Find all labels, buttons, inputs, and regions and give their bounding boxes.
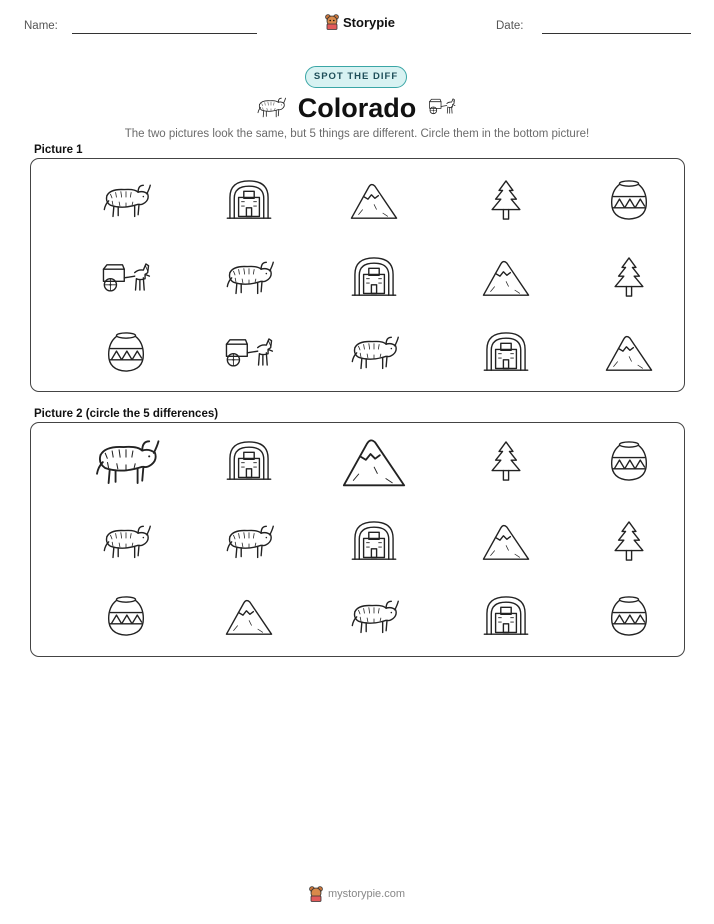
- pot-icon[interactable]: [603, 593, 655, 639]
- bear-logo-icon: [325, 14, 339, 30]
- mountain-icon[interactable]: [339, 432, 409, 490]
- mountain-icon: [603, 329, 655, 375]
- yak-icon: [223, 254, 275, 300]
- mountain-icon[interactable]: [480, 518, 532, 564]
- mountain-icon: [480, 254, 532, 300]
- instruction-text: The two pictures look the same, but 5 things are different. Circle them in the bottom picture!: [124, 128, 590, 140]
- date-label: Date:: [496, 20, 524, 32]
- footer: [0, 886, 714, 902]
- pot-icon[interactable]: [603, 438, 655, 484]
- footer-url[interactable]: mystorypie.com: [327, 888, 406, 900]
- yak-icon: [348, 329, 400, 375]
- brand-name: Storypie: [343, 14, 396, 30]
- pine-tree-icon: [603, 254, 655, 300]
- yak-icon[interactable]: [348, 593, 400, 639]
- adobe-arch-icon[interactable]: [223, 438, 275, 484]
- wagon-icon: [223, 329, 275, 375]
- page-title: Colorado: [297, 93, 417, 123]
- adobe-arch-icon[interactable]: [480, 593, 532, 639]
- title-wagon-icon: [426, 94, 458, 118]
- adobe-arch-icon: [480, 329, 532, 375]
- name-label: Name:: [24, 20, 58, 32]
- mountain-icon[interactable]: [223, 593, 275, 639]
- picture-2-label: Picture 2 (circle the 5 differences): [34, 408, 219, 420]
- pot-icon[interactable]: [100, 593, 152, 639]
- yak-icon: [100, 177, 152, 223]
- yak-icon[interactable]: [223, 518, 275, 564]
- spot-the-diff-badge: SPOT THE DIFF: [305, 66, 407, 88]
- pine-tree-icon[interactable]: [480, 438, 532, 484]
- picture-2-panel[interactable]: [30, 422, 685, 657]
- adobe-arch-icon[interactable]: [348, 518, 400, 564]
- adobe-arch-icon: [348, 254, 400, 300]
- name-line[interactable]: [72, 33, 257, 34]
- yak-icon[interactable]: [100, 518, 152, 564]
- pine-tree-icon[interactable]: [603, 518, 655, 564]
- pot-icon: [603, 177, 655, 223]
- pine-tree-icon: [480, 177, 532, 223]
- footer-bear-icon: [309, 886, 323, 902]
- date-line[interactable]: [542, 33, 691, 34]
- mountain-icon: [348, 177, 400, 223]
- brand-logo: [325, 14, 395, 30]
- yak-icon[interactable]: [91, 432, 161, 490]
- picture-1-panel: [30, 158, 685, 392]
- adobe-arch-icon: [223, 177, 275, 223]
- wagon-icon: [100, 254, 152, 300]
- picture-1-label: Picture 1: [34, 144, 83, 156]
- pot-icon: [100, 329, 152, 375]
